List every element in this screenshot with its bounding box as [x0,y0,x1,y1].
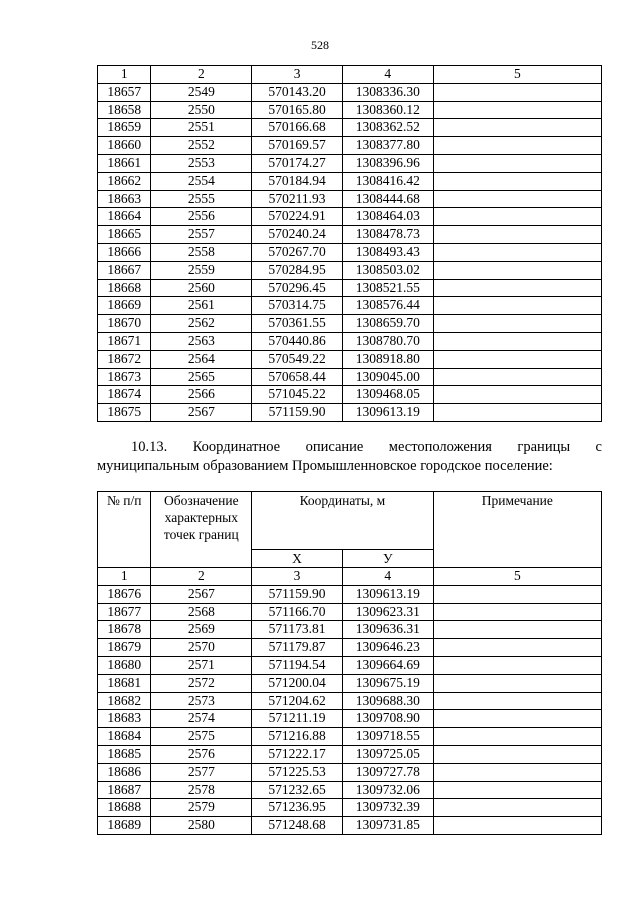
coord-y: 1308478.73 [342,226,433,244]
note [433,817,601,835]
coord-y: 1309664.69 [342,656,433,674]
coord-y: 1308336.30 [342,83,433,101]
note [433,621,601,639]
column-number-row [98,66,602,84]
table-row [98,728,602,746]
table-row [98,639,602,657]
column-number-row [98,568,602,586]
coord-y: 1308918.80 [342,350,433,368]
boundary-point: 2554 [151,172,252,190]
coord-x: 570211.93 [252,190,343,208]
point-number: 18680 [98,656,151,674]
table-row [98,781,602,799]
note [433,243,601,261]
note [433,585,601,603]
boundary-point: 2564 [151,350,252,368]
coord-y: 1308464.03 [342,208,433,226]
header-number: № п/п [98,492,151,568]
note [433,190,601,208]
point-number: 18659 [98,119,151,137]
coord-x: 571166.70 [252,603,343,621]
table-row [98,368,602,386]
boundary-point: 2561 [151,297,252,315]
paragraph-word: Координатное [192,439,281,455]
note [433,350,601,368]
boundary-point: 2560 [151,279,252,297]
point-number: 18683 [98,710,151,728]
point-number: 18667 [98,261,151,279]
note [433,172,601,190]
coord-y: 1308444.68 [342,190,433,208]
boundary-point: 2552 [151,137,252,155]
header-point-designation: Обозначение характерных точек границ [151,492,252,568]
header-row [98,492,602,550]
coord-x: 571216.88 [252,728,343,746]
point-number: 18687 [98,781,151,799]
boundary-point: 2550 [151,101,252,119]
coord-y: 1309675.19 [342,674,433,692]
point-number: 18679 [98,639,151,657]
point-number: 18689 [98,817,151,835]
boundary-point: 2555 [151,190,252,208]
point-number: 18662 [98,172,151,190]
point-number: 18682 [98,692,151,710]
point-number: 18669 [98,297,151,315]
table-row [98,101,602,119]
note [433,119,601,137]
note [433,83,601,101]
note [433,710,601,728]
point-number: 18668 [98,279,151,297]
table-row [98,404,602,422]
boundary-point: 2567 [151,404,252,422]
column-number: 4 [342,66,433,84]
boundary-point: 2573 [151,692,252,710]
table-row [98,710,602,728]
table-row [98,243,602,261]
coord-y: 1308780.70 [342,332,433,350]
note [433,261,601,279]
note [433,728,601,746]
paragraph-word: местоположения [388,439,492,455]
table-row [98,172,602,190]
table-row [98,799,602,817]
coord-x: 571232.65 [252,781,343,799]
point-number: 18678 [98,621,151,639]
column-number: 4 [342,568,433,586]
boundary-point: 2579 [151,799,252,817]
note [433,332,601,350]
coord-x: 570296.45 [252,279,343,297]
boundary-point: 2553 [151,154,252,172]
boundary-point: 2575 [151,728,252,746]
coord-x: 570169.57 [252,137,343,155]
boundary-point: 2572 [151,674,252,692]
paragraph-word: описание [305,439,364,455]
note [433,639,601,657]
table-row [98,226,602,244]
coord-x: 571236.95 [252,799,343,817]
coord-y: 1308360.12 [342,101,433,119]
note [433,154,601,172]
note [433,781,601,799]
coord-y: 1308576.44 [342,297,433,315]
boundary-point: 2566 [151,386,252,404]
coord-x: 570284.95 [252,261,343,279]
point-number: 18677 [98,603,151,621]
point-number: 18674 [98,386,151,404]
coord-y: 1308521.55 [342,279,433,297]
table-row [98,745,602,763]
note [433,137,601,155]
coord-y: 1309646.23 [342,639,433,657]
table-row [98,621,602,639]
coord-x: 570658.44 [252,368,343,386]
note [433,386,601,404]
boundary-point: 2563 [151,332,252,350]
table-row [98,674,602,692]
note [433,404,601,422]
coordinates-table-1-body [98,66,602,422]
table-row [98,817,602,835]
coord-x: 570549.22 [252,350,343,368]
column-number: 3 [252,66,343,84]
boundary-point: 2569 [151,621,252,639]
boundary-point: 2570 [151,639,252,657]
coord-x: 570174.27 [252,154,343,172]
table-row [98,137,602,155]
table-row [98,119,602,137]
coord-x: 571159.90 [252,585,343,603]
boundary-point: 2557 [151,226,252,244]
point-number: 18666 [98,243,151,261]
coord-x: 570166.68 [252,119,343,137]
column-number: 5 [433,66,601,84]
column-number: 2 [151,66,252,84]
note [433,603,601,621]
coordinates-table-1 [97,65,602,422]
paragraph-word: 10.13. [131,439,168,455]
point-number: 18688 [98,799,151,817]
header-note: Примечание [433,492,601,568]
coord-y: 1308377.80 [342,137,433,155]
boundary-point: 2556 [151,208,252,226]
table-row [98,603,602,621]
coord-y: 1308493.43 [342,243,433,261]
point-number: 18675 [98,404,151,422]
coord-y: 1309636.31 [342,621,433,639]
table-row [98,350,602,368]
boundary-point: 2571 [151,656,252,674]
column-number: 2 [151,568,252,586]
table-row [98,763,602,781]
coord-y: 1309688.30 [342,692,433,710]
boundary-point: 2567 [151,585,252,603]
coord-x: 570361.55 [252,315,343,333]
point-number: 18672 [98,350,151,368]
point-number: 18685 [98,745,151,763]
point-number: 18663 [98,190,151,208]
coord-y: 1309708.90 [342,710,433,728]
table-row [98,261,602,279]
coord-y: 1309732.06 [342,781,433,799]
coord-x: 571204.62 [252,692,343,710]
boundary-point: 2559 [151,261,252,279]
column-number: 1 [98,66,151,84]
point-number: 18686 [98,763,151,781]
table-row [98,297,602,315]
point-number: 18676 [98,585,151,603]
coord-y: 1309613.19 [342,404,433,422]
point-number: 18665 [98,226,151,244]
coord-x: 570224.91 [252,208,343,226]
note [433,763,601,781]
coord-x: 571045.22 [252,386,343,404]
boundary-point: 2580 [151,817,252,835]
coord-y: 1309727.78 [342,763,433,781]
coord-y: 1308362.52 [342,119,433,137]
table-row [98,208,602,226]
point-number: 18661 [98,154,151,172]
coord-x: 571200.04 [252,674,343,692]
note [433,674,601,692]
note [433,368,601,386]
coord-x: 571159.90 [252,404,343,422]
coord-y: 1309718.55 [342,728,433,746]
coord-x: 570314.75 [252,297,343,315]
boundary-point: 2568 [151,603,252,621]
paragraph-line-1 [97,438,602,457]
table-row [98,83,602,101]
point-number: 18658 [98,101,151,119]
header-coordinates: Координаты, м [252,492,433,550]
coord-y: 1309045.00 [342,368,433,386]
coord-y: 1308659.70 [342,315,433,333]
table-row [98,190,602,208]
coordinates-table-2 [97,491,602,835]
boundary-point: 2576 [151,745,252,763]
header-y: У [342,550,433,568]
coord-x: 571179.87 [252,639,343,657]
column-number: 5 [433,568,601,586]
table-row [98,692,602,710]
coord-y: 1309731.85 [342,817,433,835]
point-number: 18681 [98,674,151,692]
header-x: X [252,550,343,568]
column-number: 1 [98,568,151,586]
coord-x: 571248.68 [252,817,343,835]
coord-x: 571194.54 [252,656,343,674]
point-number: 18670 [98,315,151,333]
coord-x: 570165.80 [252,101,343,119]
point-number: 18660 [98,137,151,155]
table-row [98,386,602,404]
table-row [98,332,602,350]
note [433,279,601,297]
coord-x: 571173.81 [252,621,343,639]
coord-y: 1308396.96 [342,154,433,172]
table-row [98,585,602,603]
boundary-point: 2549 [151,83,252,101]
note [433,799,601,817]
coord-y: 1309613.19 [342,585,433,603]
coord-x: 570184.94 [252,172,343,190]
note [433,208,601,226]
coord-x: 571225.53 [252,763,343,781]
boundary-point: 2577 [151,763,252,781]
note [433,297,601,315]
coord-y: 1309468.05 [342,386,433,404]
boundary-point: 2578 [151,781,252,799]
coord-x: 570240.24 [252,226,343,244]
coord-x: 570440.86 [252,332,343,350]
boundary-point: 2562 [151,315,252,333]
point-number: 18684 [98,728,151,746]
table-row [98,315,602,333]
point-number: 18657 [98,83,151,101]
coord-x: 571222.17 [252,745,343,763]
coord-y: 1309732.39 [342,799,433,817]
coord-y: 1308416.42 [342,172,433,190]
note [433,315,601,333]
table-row [98,154,602,172]
boundary-point: 2558 [151,243,252,261]
paragraph-word: с [595,439,602,455]
coord-y: 1309623.31 [342,603,433,621]
point-number: 18671 [98,332,151,350]
coordinates-table-2-body [98,492,602,835]
table-row [98,656,602,674]
note [433,101,601,119]
table-row [98,279,602,297]
coord-x: 570267.70 [252,243,343,261]
page-number: 528 [311,38,329,52]
note [433,656,601,674]
coord-x: 571211.19 [252,710,343,728]
note [433,226,601,244]
boundary-point: 2551 [151,119,252,137]
point-number: 18673 [98,368,151,386]
paragraph-word: границы [517,439,571,455]
section-paragraph [97,438,602,476]
note [433,745,601,763]
coord-y: 1308503.02 [342,261,433,279]
coord-y: 1309725.05 [342,745,433,763]
boundary-point: 2574 [151,710,252,728]
point-number: 18664 [98,208,151,226]
column-number: 3 [252,568,343,586]
coord-x: 570143.20 [252,83,343,101]
paragraph-line-2: муниципальным образованием Промышленновское городское поселение: [97,458,553,474]
note [433,692,601,710]
boundary-point: 2565 [151,368,252,386]
